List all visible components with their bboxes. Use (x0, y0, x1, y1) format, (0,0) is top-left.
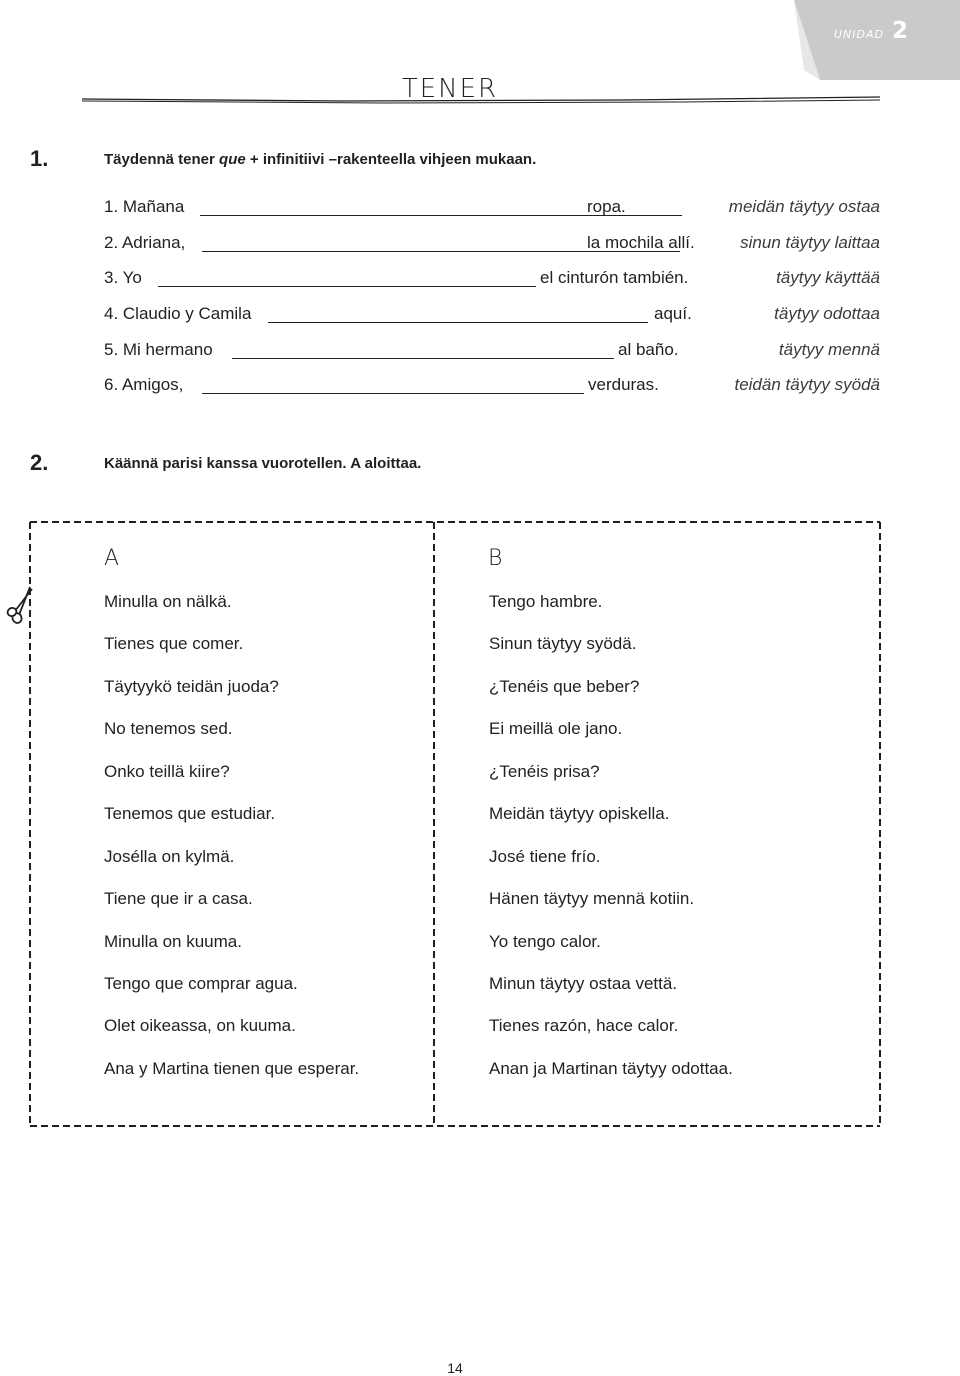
card-b-line: José tiene frío. (489, 847, 601, 866)
scissors-icon (6, 585, 40, 625)
card-b-line: Yo tengo calor. (489, 932, 601, 951)
fill-item-hint: teidän täytyy syödä (734, 375, 880, 394)
fill-item-hint: täytyy mennä (778, 340, 880, 359)
column-b-heading: B (488, 546, 503, 571)
card-a-line: Tiene que ir a casa. (104, 889, 253, 908)
card-a-line: Josélla on kylmä. (104, 847, 235, 866)
exercise-2-number: 2. (30, 450, 49, 475)
fill-item-label: 5. Mi hermano (104, 340, 213, 359)
card-a-line: Onko teillä kiire? (104, 762, 230, 781)
fill-item-ending: el cinturón también. (540, 268, 689, 287)
fill-item-hint: sinun täytyy laittaa (740, 233, 880, 252)
card-a-line: Minulla on nälkä. (104, 592, 232, 611)
fill-item-ending: al baño. (618, 340, 679, 359)
fill-item-hint: täytyy odottaa (774, 304, 880, 323)
fill-item-label: 2. Adriana, (104, 233, 186, 252)
card-a-line: Tenemos que estudiar. (104, 804, 276, 823)
instruction-pre: Täydennä tener (104, 151, 220, 168)
card-a-line: Täytyykö teidän juoda? (104, 677, 279, 696)
page-number: 14 (447, 1360, 463, 1376)
instruction-post: + infinitiivi –rakenteella vihjeen mukaan. (245, 151, 537, 168)
page-title: TENER (401, 74, 499, 104)
fill-item-label: 3. Yo (104, 268, 142, 287)
card-b-line: ¿Tenéis que beber? (489, 677, 640, 696)
card-b-line: Ei meillä ole jano. (489, 719, 623, 738)
card-a-line: Olet oikeassa, on kuuma. (104, 1016, 296, 1035)
exercise-2-instruction: Käännä parisi kanssa vuorotellen. A aloittaa. (104, 455, 422, 472)
fill-item-ending: aquí. (654, 304, 692, 323)
fill-item-ending: la mochila allí. (587, 233, 695, 252)
unit-number: 2 (892, 18, 909, 44)
card-b-line: ¿Tenéis prisa? (489, 762, 600, 781)
card-a-line: Tengo que comprar agua. (104, 974, 298, 993)
unit-word: unidad (834, 24, 884, 42)
card-a-line: Tienes que comer. (104, 634, 244, 653)
card-a-line: Minulla on kuuma. (104, 932, 242, 951)
exercise-1-number: 1. (30, 146, 49, 171)
fill-item-hint: meidän täytyy ostaa (728, 197, 880, 216)
fill-item-label: 1. Mañana (104, 197, 185, 216)
card-b-line: Meidän täytyy opiskella. (489, 804, 670, 823)
fill-item-label: 4. Claudio y Camila (104, 304, 252, 323)
column-a-heading: A (104, 546, 120, 571)
card-b-line: Hänen täytyy mennä kotiin. (489, 889, 695, 908)
card-a-line: No tenemos sed. (104, 719, 233, 738)
fill-item-ending: ropa. (587, 197, 626, 216)
fill-item-ending: verduras. (588, 375, 659, 394)
fill-item-label: 6. Amigos, (104, 375, 184, 394)
fill-item-hint: täytyy käyttää (776, 268, 880, 287)
card-b-line: Tienes razón, hace calor. (489, 1016, 679, 1035)
card-b-line: Sinun täytyy syödä. (489, 634, 637, 653)
card-b-line: Anan ja Martinan täytyy odottaa. (489, 1059, 733, 1078)
card-a-line: Ana y Martina tienen que esperar. (104, 1059, 360, 1078)
card-b-line: Minun täytyy ostaa vettä. (489, 974, 678, 993)
instruction-emphasis: que (219, 151, 246, 168)
card-b-line: Tengo hambre. (489, 592, 603, 611)
